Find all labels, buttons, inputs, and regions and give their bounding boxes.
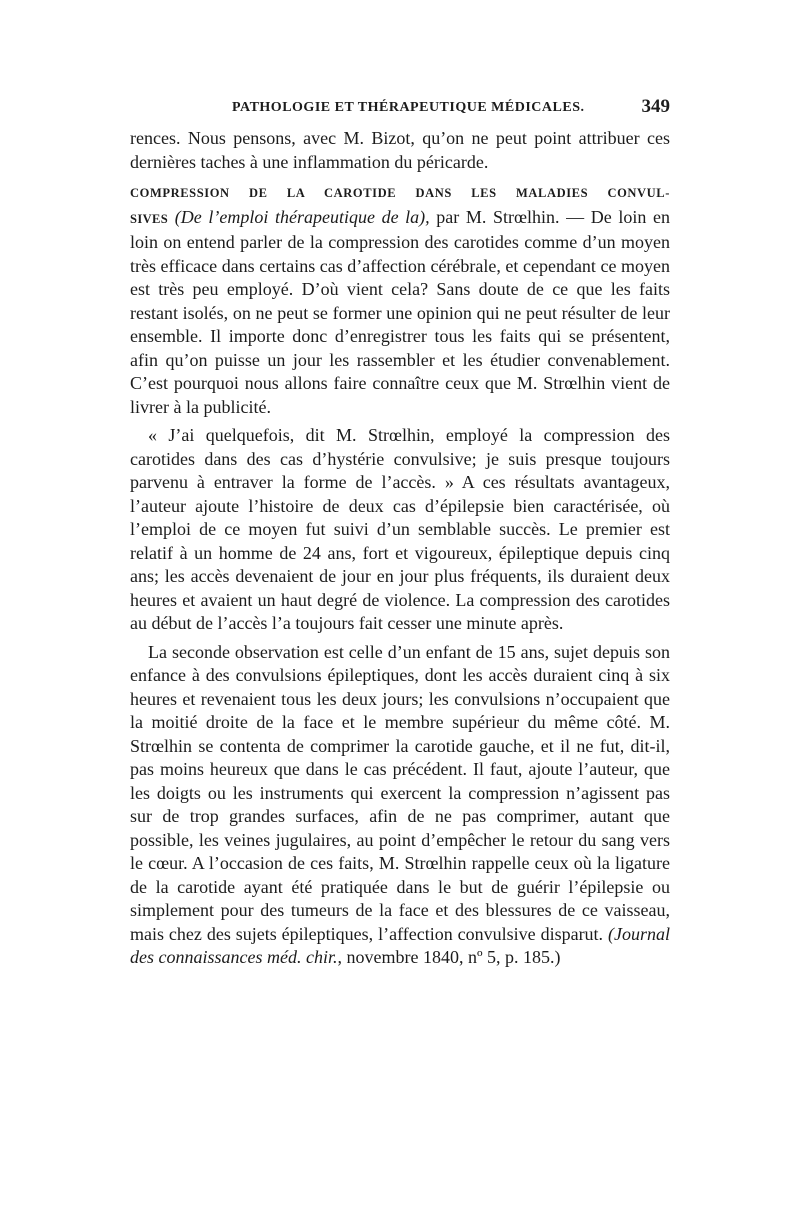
section-text: De loin en loin on entend parler de la compression des carotides comme d’un moyen très efficace dans certains cas d’affection cérébrale, et cependant ce moyen est très peu employé. D’où vient cela? Sans doute de ce que les faits restant isolés, on ne peut se former une opinion qui ne peut résulter de leur ensemble. Il importe donc d’enregistrer tous les faits qui se présentent, afin qu’on puisse un jour les rassembler et les étudier convenablement. C’est pourquoi nous allons faire connaître ceux que M. Strœlhin vient de livrer à la publicité. xyxy=(130,206,671,417)
paragraph-continued: rences. Nous pensons, avec M. Bizot, qu’on ne peut point attribuer ces dernières taches à une inflammation du péricarde. xyxy=(130,128,670,172)
section-heading-line2: SIVES xyxy=(130,211,169,226)
journal-citation: (Journal des connaissances méd. chir. xyxy=(130,923,670,967)
observation-paragraph xyxy=(130,641,670,970)
citation-details: , novembre 1840, nº 5, p. 185.) xyxy=(337,947,561,967)
quote-paragraph: « J’ai quelquefois, dit M. Strœlhin, employé la compression des carotides dans des cas d’hystérie convulsive; je suis presque toujours parvenu à entraver la forme de l’accès. » A ces résultats avantageux, l’auteur ajoute l’histoire de deux cas d’épilepsie bien caractérisée, où l’emploi de ce moyen fut suivi d’un semblable succès. Le premier est relatif à un homme de 24 ans, fort et vigoureux, épileptique depuis cinq ans; les accès devenaient de jour en jour plus fréquents, ils duraient deux heures et avaient un haut degré de violence. La compression des carotides au début de l’accès l’a toujours fait cesser une minute après. xyxy=(130,425,670,633)
page-number: 349 xyxy=(641,96,670,117)
observation-text: La seconde observation est celle d’un enfant de 15 ans, sujet depuis son enfance à des convulsions épileptiques, dont les accès duraient cinq à six heures et revenaient tous les deux jours; les convulsions n’occupaient que la moitié droite de la face et le membre supérieur du même côté. M. Strœlhin se contenta de comprimer la carotide gauche, et il ne fut, dit-il, pas moins heureux que dans le cas précédent. Il faut, ajoute l’auteur, que les doigts ou les instruments qui exercent la compression n’agissent pas sur de trop grandes surfaces, afin de ne pas comprimer, autant que possible, les veines jugulaires, au point d’empêcher le retour du sang vers le cœur. A l’occasion de ces faits, M. Strœlhin rappelle ceux où la ligature de la carotide ayant été pratiquée dans le but de guérir l’épilepsie ou simplement pour des tumeurs de la face et des blessures de ce vaisseau, mais chez des sujets épileptiques, l’affection convulsive disparut. xyxy=(130,641,670,944)
section-paragraph xyxy=(130,182,670,419)
page-header xyxy=(130,96,670,122)
section-author: par M. Strœlhin. — xyxy=(429,206,591,227)
page-body xyxy=(130,127,670,970)
section-heading-line1: COMPRESSION DE LA CAROTIDE DANS LES MALADIES CONVUL- xyxy=(130,186,670,200)
running-head: PATHOLOGIE ET THÉRAPEUTIQUE MÉDICALES. xyxy=(232,100,585,115)
section-subtitle: (De l’emploi thérapeutique de la), xyxy=(174,206,430,227)
